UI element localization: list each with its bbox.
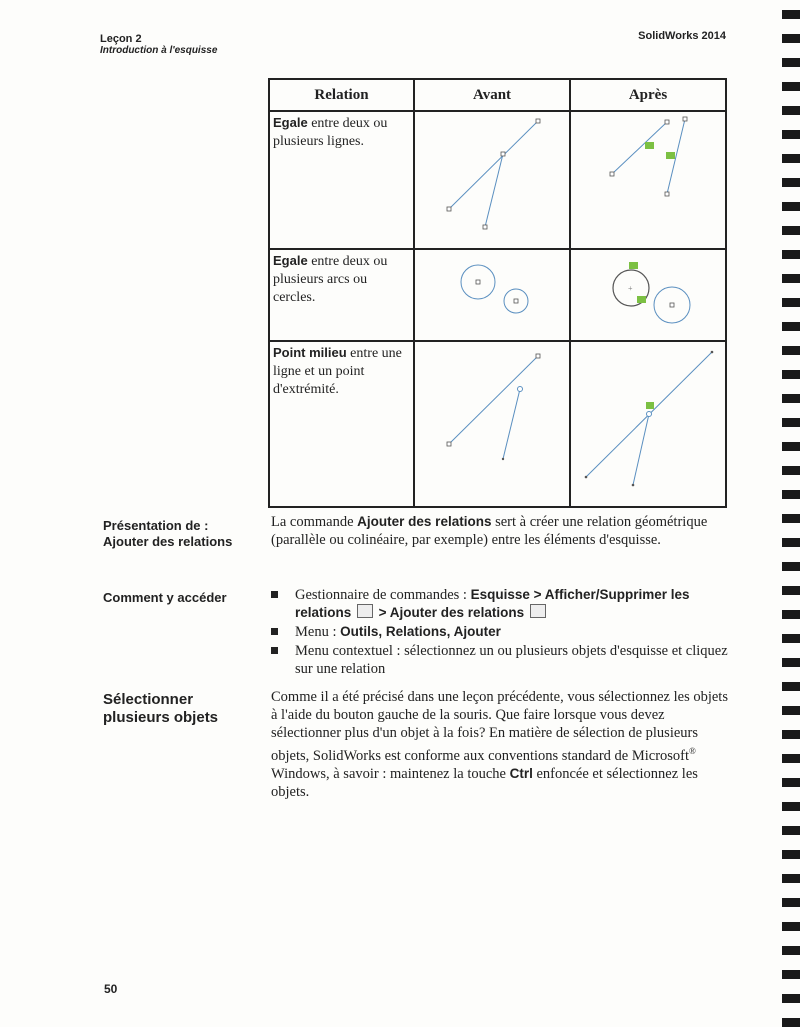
table-row (269, 249, 726, 341)
table-header-row (269, 79, 726, 111)
text-segment: La commande (271, 514, 358, 530)
text-segment: sert à créer une relation géométrique (parallèle ou colinéaire, par exemple) entre les éléments d'esquisse. (271, 514, 708, 548)
text-segment: enfoncée et sélectionnez les objets. (271, 765, 698, 800)
relation-name: Point milieu (273, 345, 347, 360)
relation-detail: entre deux ou plusieurs arcs ou cercles. (273, 254, 388, 305)
relation-description (269, 249, 414, 341)
command-name: Ajouter des relations (357, 514, 492, 529)
relation-description (269, 111, 414, 249)
column-header-before: Avant (414, 79, 570, 111)
text-segment: Gestionnaire de commandes : (295, 587, 471, 603)
section-text-presentation (271, 513, 731, 549)
after-illustration (570, 341, 726, 507)
text-segment: Menu : (295, 624, 341, 640)
before-illustration (414, 111, 570, 249)
after-illustration (570, 111, 726, 249)
page-number: 50 (104, 982, 118, 996)
lesson-number: Leçon 2 (100, 33, 142, 45)
before-illustration (414, 249, 570, 341)
display-relations-icon (357, 604, 373, 618)
access-list (271, 586, 731, 678)
section-label-access: Comment y accéder (103, 590, 227, 605)
relation-detail: entre une ligne et un point d'extrémité. (273, 346, 402, 397)
text-segment: Comme il a été précisé dans une leçon précédente, vous sélectionnez les objets à l'aide du bouton gauche de la souris. Que faire lorsque vous devez sélectionner plus d'un objet à la fois? En matière de sélection de plusieurs objets, SolidWorks est conforme aux conventions standard de Microsoft (271, 689, 728, 764)
svg-text:+: + (628, 284, 633, 293)
list-item (271, 642, 731, 678)
table-row (269, 341, 726, 507)
list-item (271, 623, 731, 641)
add-relation-icon (530, 604, 546, 618)
command-path: Esquisse > Afficher/Supprimer les relations (295, 587, 690, 620)
running-header-right: SolidWorks 2014 (638, 30, 726, 42)
relation-description (269, 341, 414, 507)
column-header-after: Après (570, 79, 726, 111)
list-item (271, 586, 731, 622)
section-label-presentation: Présentation de : Ajouter des relations (103, 518, 233, 549)
menu-path: Outils, Relations, Ajouter (340, 624, 501, 639)
section-text-select (271, 688, 731, 801)
section-text-access (271, 586, 731, 679)
bullet-icon (271, 591, 278, 598)
bullet-icon (271, 647, 278, 654)
registered-mark: ® (689, 746, 696, 756)
before-illustration (414, 341, 570, 507)
section-label-select: Sélectionner plusieurs objets (103, 691, 219, 726)
after-illustration (570, 249, 726, 341)
relation-name: Egale (273, 253, 308, 268)
column-header-relation: Relation (269, 79, 414, 111)
command-path: > Ajouter des relations (374, 605, 525, 620)
relation-detail: entre deux ou plusieurs lignes. (273, 116, 388, 149)
bullet-icon (271, 628, 278, 635)
relations-table (268, 78, 727, 508)
running-header-left (100, 33, 217, 57)
table-row (269, 111, 726, 249)
text-segment: Menu contextuel : sélectionnez un ou plusieurs objets d'esquisse et cliquez sur une relation (295, 643, 728, 677)
key-name: Ctrl (509, 765, 533, 781)
relation-name: Egale (273, 115, 308, 130)
chapter-title: Introduction à l'esquisse (100, 45, 218, 56)
text-segment: Windows, à savoir : maintenez la touche (271, 765, 510, 782)
spiral-binding (782, 0, 800, 1027)
